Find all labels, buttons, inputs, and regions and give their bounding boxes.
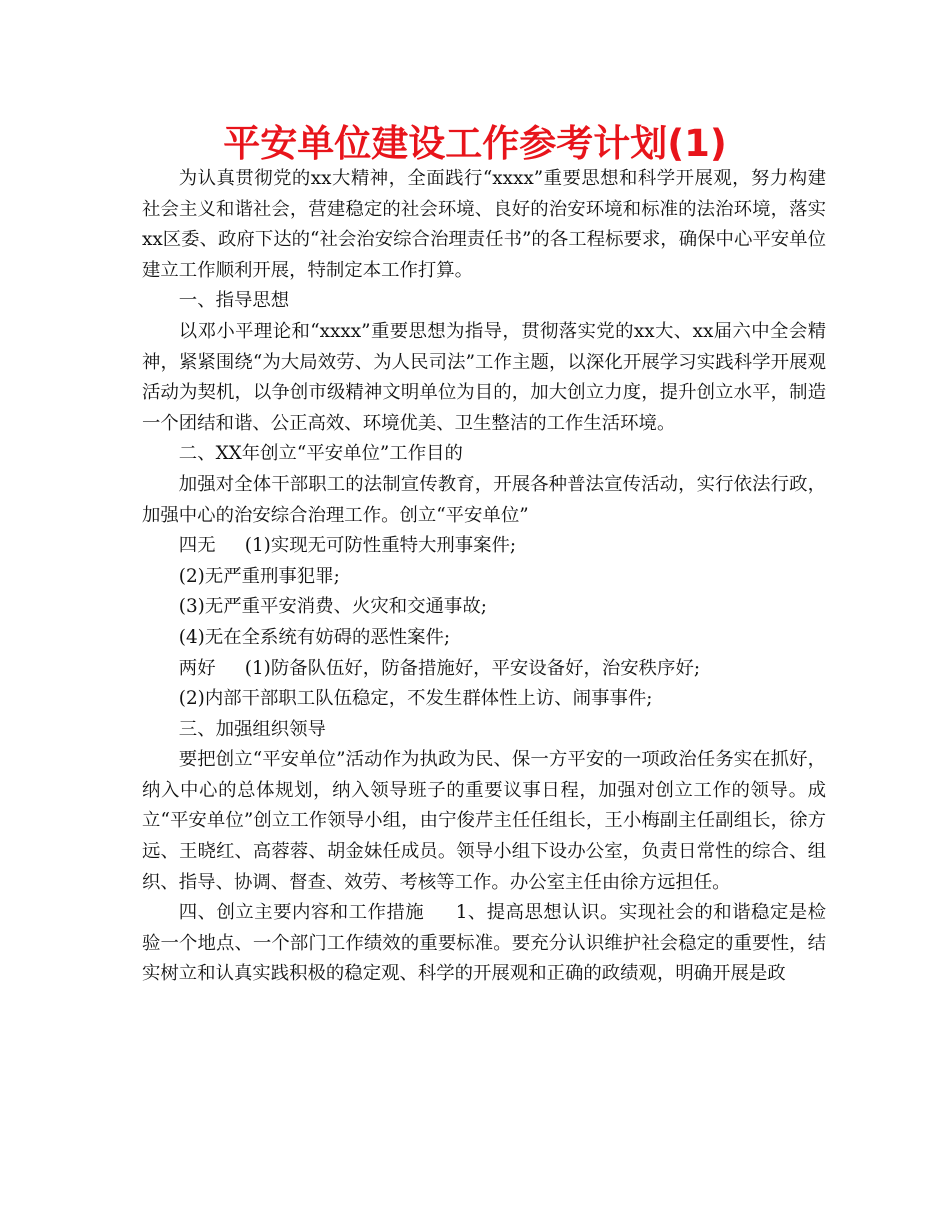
list-item-two-good-1: 两好 (1)防备队伍好，防备措施好，平安设备好，治安秩序好; [178, 657, 701, 679]
paragraph-guiding-thought: 以邓小平理论和“xxxx”重要思想为指导，贯彻落实党的xx大、xx届六中全会精神，紧紧围绕“为大局效劳、为人民司法”工作主题，以深化开展学习实践科学开展观活动为契机，以争创市级精神文明单位为目的，加大创立力度，提升创立水平，制造一个团结和谐、公正高效、环境优美、卫生整洁的工作生活环境。 [142, 320, 826, 434]
document-body [142, 164, 826, 990]
section-heading-guiding-thought: 一、指导思想 [178, 290, 290, 312]
paragraph-goals: 加强对全体干部职工的法制宣传教育，开展各种普法宣传活动，实行依法行政，加强中心的治安综合治理工作。创立“平安单位” [142, 473, 826, 526]
list-item-two-good-2: (2)内部干部职工队伍稳定，不发生群体性上访、闹事事件; [178, 688, 653, 710]
section-heading-goals: 二、XX年创立“平安单位”工作目的 [178, 443, 463, 465]
list-item-four-none-4: (4)无在全系统有妨碍的恶性案件; [178, 626, 451, 648]
document-title: 平安单位建设工作参考计划(1) [223, 122, 727, 165]
paragraph-leadership: 要把创立“平安单位”活动作为执政为民、保一方平安的一项政治任务实在抓好，纳入中心的总体规划，纳入领导班子的重要议事日程，加强对创立工作的领导。成立“平安单位”创立工作领导小组，由宁俊芹主任任组长，王小梅副主任副组长，徐方远、王晓红、高蓉蓉、胡金妹任成员。领导小组下设办公室，负责日常性的综合、组织、指导、协调、督查、效劳、考核等工作。办公室主任由徐方远担任。 [142, 749, 826, 893]
list-item-four-none-1: 四无 (1)实现无可防性重特大刑事案件; [178, 535, 517, 557]
list-item-four-none-2: (2)无严重刑事犯罪; [178, 565, 340, 587]
list-item-four-none-3: (3)无严重平安消费、火灾和交通事故; [178, 596, 487, 618]
section-heading-leadership: 三、加强组织领导 [178, 718, 326, 740]
paragraph-intro: 为认真贯彻党的xx大精神，全面践行“xxxx”重要思想和科学开展观，努力构建社会主义和谐社会，营建稳定的社会环境、良好的治安环境和标准的法治环境，落实xx区委、政府下达的“社会治安综合治理责任书”的各工程标要求，确保中心平安单位建立工作顺利开展，特制定本工作打算。 [142, 168, 826, 281]
paragraph-measures: 四、创立主要内容和工作措施 1、提高思想认识。实现社会的和谐稳定是检验一个地点、一个部门工作绩效的重要标准。要充分认识维护社会稳定的重要性，结实树立和认真实践积极的稳定观、科学的开展观和正确的政绩观，明确开展是政 [142, 902, 826, 985]
